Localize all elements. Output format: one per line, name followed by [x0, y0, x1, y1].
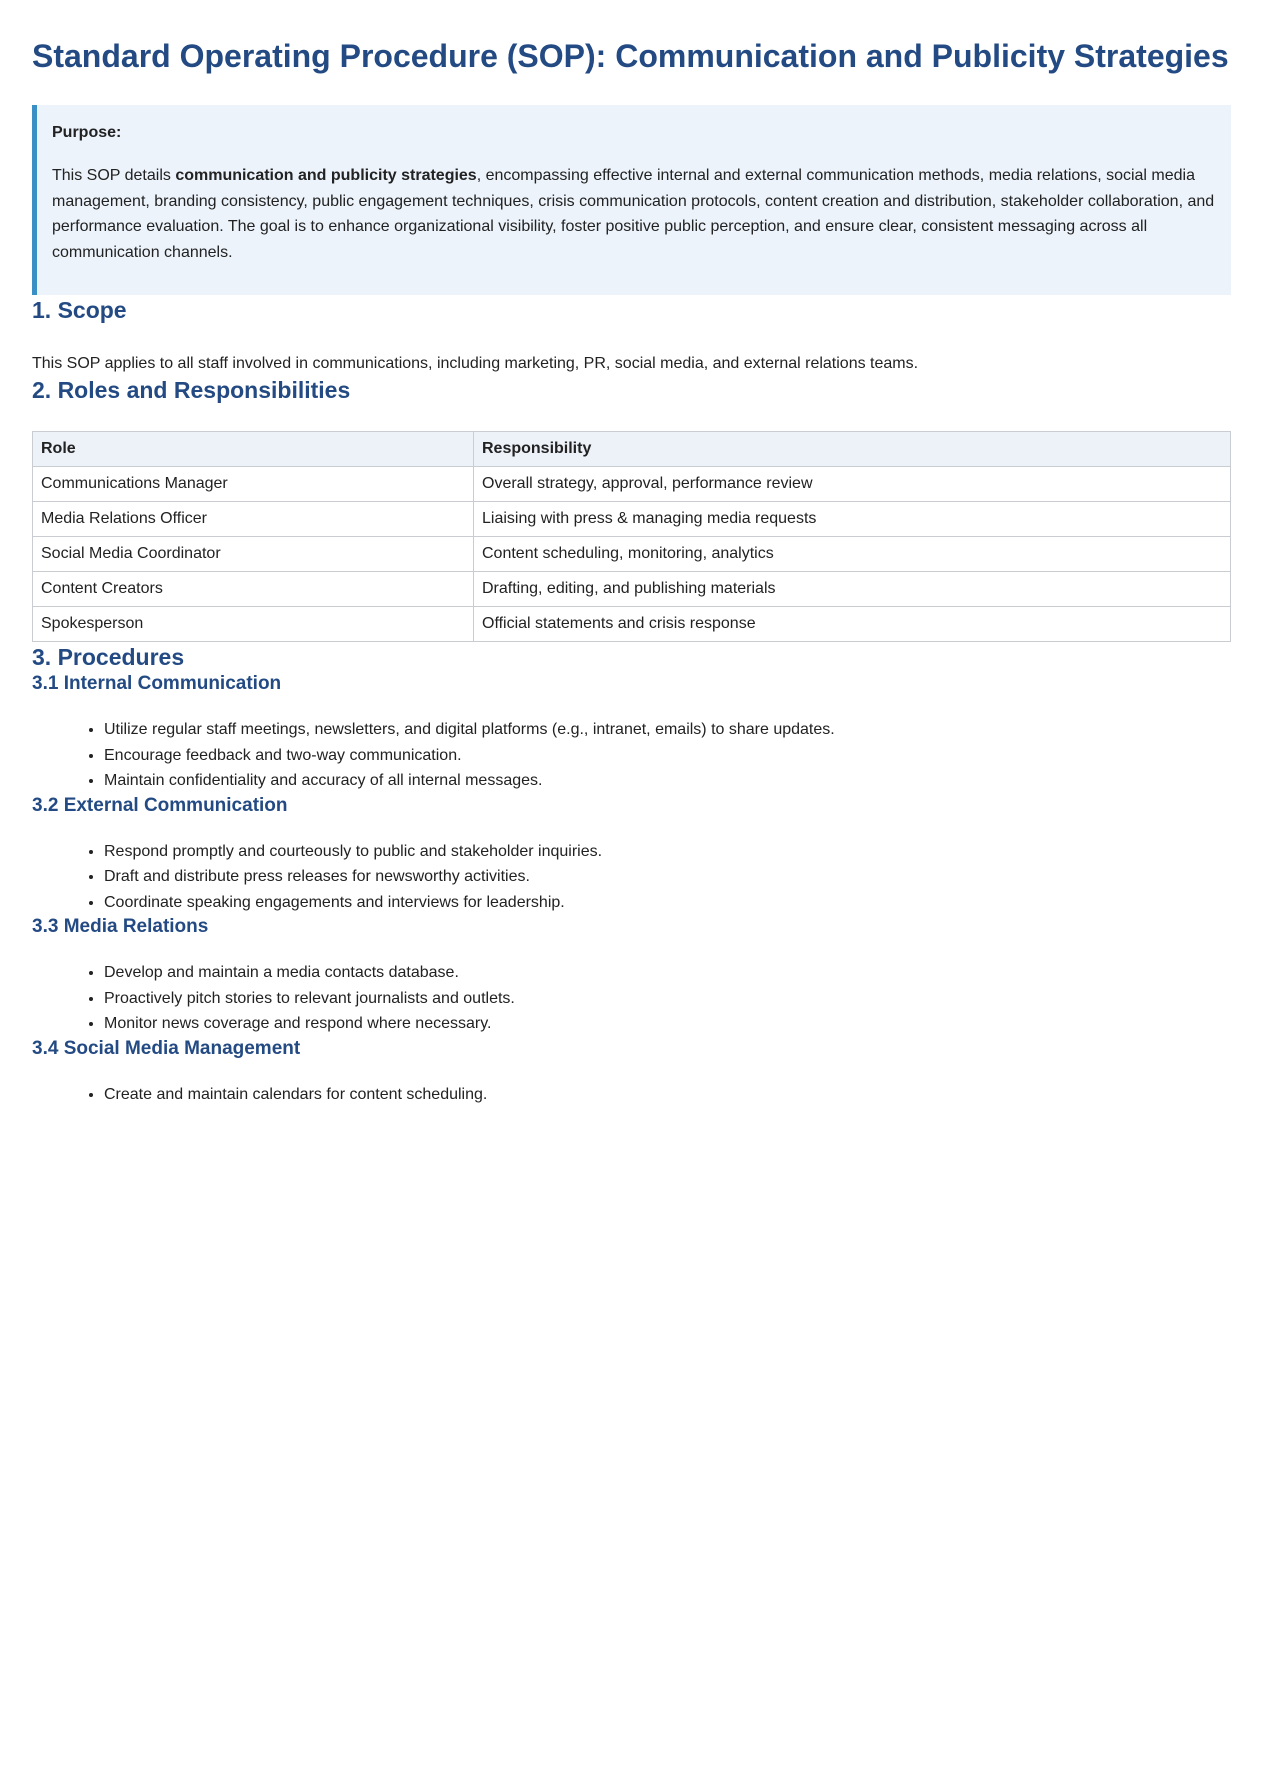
purpose-callout — [32, 105, 1231, 295]
table-row — [33, 537, 1231, 572]
responsibility-cell: Drafting, editing, and publishing materials — [474, 572, 1231, 607]
purpose-label: Purpose: — [52, 124, 122, 141]
list-item: • Utilize regular staff meetings, newsletters, and digital platforms (e.g., intranet, emails) to share updates. — [104, 717, 1231, 743]
roles-heading: 2. Roles and Responsibilities — [32, 377, 351, 403]
scope-heading: 1. Scope — [32, 297, 127, 323]
table-header-row — [33, 432, 1231, 467]
procedures-heading: 3. Procedures — [32, 644, 185, 670]
list-item: • Coordinate speaking engagements and interviews for leadership. — [104, 890, 1231, 916]
list-item: • Encourage feedback and two-way communication. — [104, 743, 1231, 769]
external-communication-list — [32, 839, 1231, 916]
internal-communication-list — [32, 717, 1231, 794]
list-item: • Maintain confidentiality and accuracy of all internal messages. — [104, 768, 1231, 794]
media-relations-list — [32, 960, 1231, 1037]
list-item: • Draft and distribute press releases for newsworthy activities. — [104, 864, 1231, 890]
media-relations-heading: 3.3 Media Relations — [32, 916, 209, 937]
list-item: • Create and maintain calendars for content scheduling. — [104, 1082, 1231, 1108]
list-item: • Respond promptly and courteously to public and stakeholder inquiries. — [104, 839, 1231, 865]
table-row — [33, 467, 1231, 502]
table-row — [33, 607, 1231, 642]
list-item: • Proactively pitch stories to relevant journalists and outlets. — [104, 986, 1231, 1012]
responsibility-cell: Liaising with press & managing media requests — [474, 502, 1231, 537]
role-cell: Social Media Coordinator — [33, 537, 474, 572]
column-header-role: Role — [33, 432, 474, 467]
purpose-text-lead: This SOP details — [52, 167, 176, 184]
list-item: • Monitor news coverage and respond where necessary. — [104, 1011, 1231, 1037]
table-row — [33, 572, 1231, 607]
purpose-text — [52, 163, 1215, 265]
page-title: Standard Operating Procedure (SOP): Communication and Publicity Strategies — [32, 38, 1229, 74]
social-media-management-list — [32, 1082, 1231, 1108]
list-item: • Develop and maintain a media contacts database. — [104, 960, 1231, 986]
purpose-text-emphasis: communication and publicity strategies — [175, 167, 477, 184]
role-cell: Media Relations Officer — [33, 502, 474, 537]
role-cell: Spokesperson — [33, 607, 474, 642]
role-cell: Content Creators — [33, 572, 474, 607]
social-media-management-heading: 3.4 Social Media Management — [32, 1037, 301, 1059]
roles-table — [32, 431, 1231, 642]
responsibility-cell: Official statements and crisis response — [474, 607, 1231, 642]
external-communication-heading: 3.2 External Communication — [32, 794, 288, 816]
internal-communication-heading: 3.1 Internal Communication — [32, 673, 282, 694]
purpose-text-rest: , encompassing effective internal and external communication methods, media relations, social media management, branding consistency, public engagement techniques, crisis communication protocols, content creation and distribution, stakeholder collaboration, and performance evaluation. The goal is to enhance organizational visibility, foster positive public perception, and ensure clear, consistent messaging across all communication channels. — [52, 167, 1215, 261]
table-row — [33, 502, 1231, 537]
responsibility-cell: Overall strategy, approval, performance review — [474, 467, 1231, 502]
role-cell: Communications Manager — [33, 467, 474, 502]
column-header-responsibility: Responsibility — [474, 432, 1231, 467]
document-page — [32, 0, 1231, 1304]
responsibility-cell: Content scheduling, monitoring, analytics — [474, 537, 1231, 572]
scope-text: This SOP applies to all staff involved in communications, including marketing, PR, social media, and external relations teams. — [32, 355, 919, 372]
